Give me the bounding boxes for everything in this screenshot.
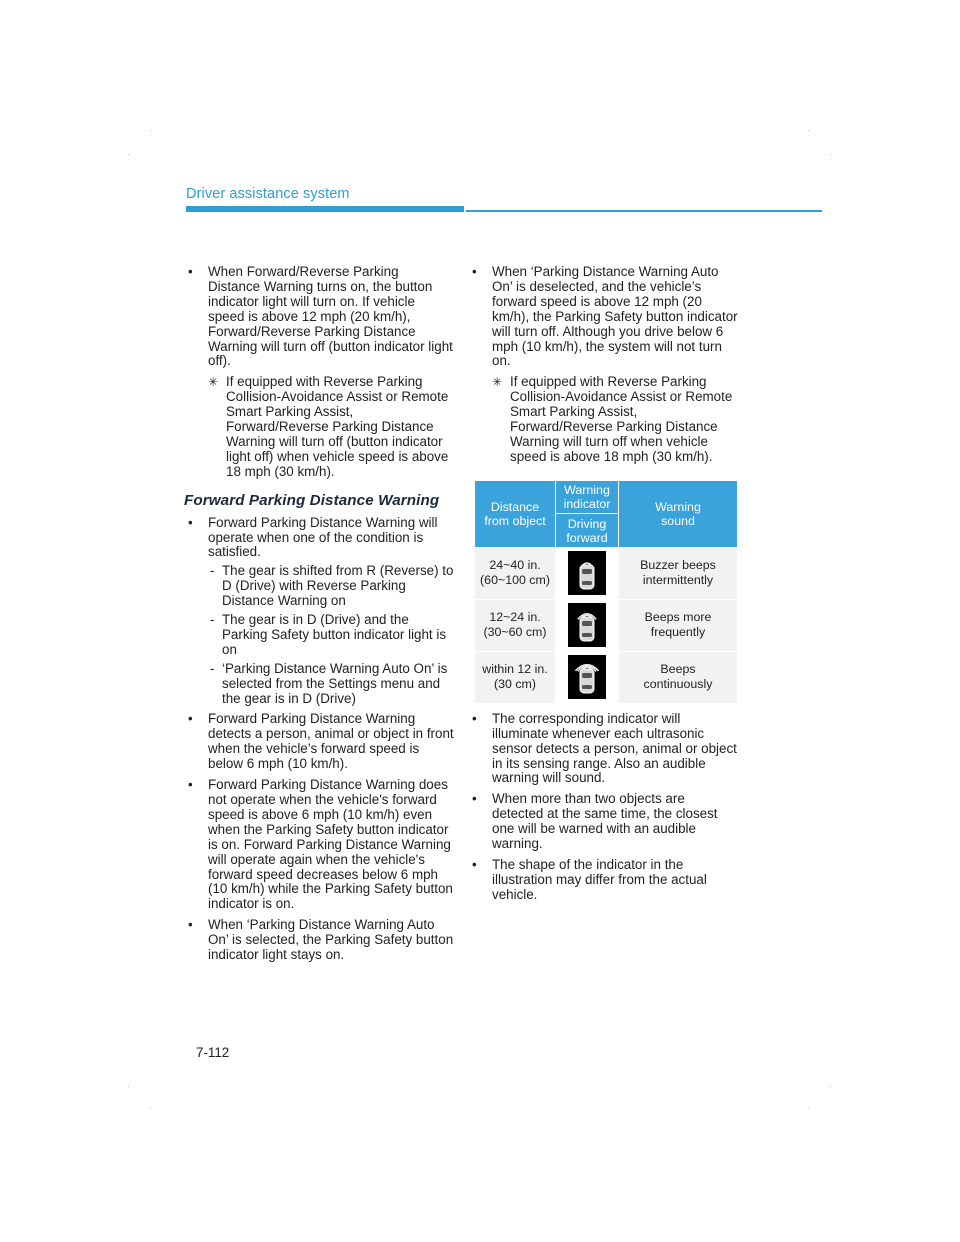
bullet-icon: • <box>472 791 477 807</box>
sound-cell: Beeps continuously <box>619 651 738 703</box>
bullet-icon: • <box>472 264 477 279</box>
bullet-item <box>470 858 738 903</box>
header-sub-line: forward <box>566 530 608 545</box>
car-sensor-icon <box>568 551 606 595</box>
header-sound-line: Warning <box>655 499 701 514</box>
bullet-item <box>470 792 738 852</box>
header-driving-forward <box>556 514 619 548</box>
sub-item-text: The gear is shifted from R (Reverse) to D (Drive) with Reverse Parking Distance Warning on <box>222 563 454 609</box>
bullet-text: When ‘Parking Distance Warning Auto On’ is deselected, and the vehicle’s forward speed is above 12 mph (20 km/h), the Parking Safety button indicator will turn off. Although you drive below 6 mph (10 km/h), the system will not turn on. <box>492 264 738 369</box>
header-indicator <box>556 480 619 514</box>
bullet-item <box>186 712 454 772</box>
header-distance-line: Distance <box>490 499 540 514</box>
sub-item <box>208 662 454 707</box>
page-number: 7-112 <box>196 1045 230 1060</box>
note-text: If equipped with Reverse Parking Collision-Avoidance Assist or Remote Smart Parking Assist, Forward/Reverse Parking Distance Warning will turn off when vehicle speed is above 18 mph (30 km/h). <box>510 374 733 464</box>
header-distance-line: from object <box>484 513 546 528</box>
bullet-icon: • <box>188 777 193 793</box>
note-text: If equipped with Reverse Parking Collision-Avoidance Assist or Remote Smart Parking Assist, Forward/Reverse Parking Distance Warning will turn off (button indicator light off) when vehicle speed is above 18 mph (30 km/h). <box>226 374 449 479</box>
bullet-item <box>470 712 738 787</box>
table-row <box>475 651 738 703</box>
note-icon: ✳ <box>492 375 503 390</box>
section-title: Driver assistance system <box>186 186 350 202</box>
bullet-icon: • <box>188 264 193 279</box>
note <box>208 375 454 479</box>
bullet-item <box>186 918 454 963</box>
left-column <box>186 265 454 969</box>
bullet-text: When ‘Parking Distance Warning Auto On’ is selected, the Parking Safety button indicator light stays on. <box>208 917 454 963</box>
car-sensor-icon <box>568 603 606 647</box>
bullet-text: When more than two objects are detected at the same time, the closest one will be warned with an audible warning. <box>492 791 718 852</box>
sub-item-text: The gear is in D (Drive) and the Parking Safety button indicator light is on <box>222 612 447 657</box>
header-rule-thick <box>186 206 464 212</box>
bullet-text: When Forward/Reverse Parking Distance Warning turns on, the button indicator light will turn on. If vehicle speed is above 12 mph (20 km/h), Forward/Reverse Parking Distance Warning will turn off (button indicator light off). <box>208 264 453 369</box>
bullet-icon: • <box>472 710 477 726</box>
sound-cell: Buzzer beeps intermittently <box>619 547 738 599</box>
header-sound <box>619 480 738 547</box>
dash-icon: - <box>210 660 215 676</box>
header-indicator-line: indicator <box>563 497 611 512</box>
bullet-item <box>470 265 738 465</box>
table-row <box>475 599 738 651</box>
note-icon: ✳ <box>208 375 219 390</box>
warning-table <box>474 480 738 704</box>
bullet-icon: • <box>188 514 193 530</box>
bullet-icon: • <box>472 856 477 872</box>
sub-item-text: ‘Parking Distance Warning Auto On’ is selected from the Settings menu and the gear is in D (Drive) <box>222 660 448 706</box>
bullet-text: The corresponding indicator will illuminate whenever each ultrasonic sensor detects a person, animal or object in its sensing range. Also an audible warning will sound. <box>492 710 737 786</box>
header-distance <box>475 480 556 547</box>
crop-mark <box>808 1108 809 1109</box>
bullet-item <box>186 265 454 480</box>
indicator-cell <box>556 651 619 703</box>
dash-icon: - <box>210 563 215 579</box>
header-sound-line: sound <box>661 513 695 528</box>
dash-icon: - <box>210 612 215 628</box>
header-sub-line: Driving <box>567 516 607 531</box>
sound-cell: Beeps more frequently <box>619 599 738 651</box>
crop-mark <box>830 1086 831 1087</box>
header-indicator-line: Warning <box>564 483 610 498</box>
bullet-icon: • <box>188 711 193 727</box>
indicator-cell <box>556 599 619 651</box>
indicator-cell <box>556 547 619 599</box>
bullet-item <box>186 516 454 707</box>
sub-item <box>208 613 454 658</box>
distance-cell: 12~24 in. (30~60 cm) <box>475 599 556 651</box>
distance-cell: within 12 in. (30 cm) <box>475 651 556 703</box>
header-rule-thin <box>466 210 822 212</box>
table-row <box>475 547 738 599</box>
crop-mark <box>808 130 809 131</box>
bullet-text: The shape of the indicator in the illustration may differ from the actual vehicle. <box>492 856 707 902</box>
bullet-text: Forward Parking Distance Warning detects a person, animal or object in front when the vehicle’s forward speed is below 6 mph (10 km/h). <box>208 711 454 772</box>
crop-mark <box>150 130 151 131</box>
bullet-item <box>186 778 454 912</box>
car-sensor-icon <box>568 655 606 699</box>
bullet-text: Forward Parking Distance Warning does not operate when the vehicle's forward speed is above 6 mph (10 km/h) even when the Parking Safety button indicator is on. Forward Parking Distance Warning will operate again when the vehicle's forward speed decreases below 6 mph (10 km/h) while the Parking Safety button indicator is on. <box>208 777 453 912</box>
bullet-text: Forward Parking Distance Warning will operate when one of the condition is satisfied. <box>208 514 438 560</box>
sub-item <box>208 564 454 609</box>
right-column <box>470 265 738 909</box>
bullet-icon: • <box>188 917 193 933</box>
note <box>492 375 738 464</box>
distance-cell: 24~40 in. (60~100 cm) <box>475 547 556 599</box>
crop-mark <box>150 1108 151 1109</box>
crop-mark <box>830 154 831 155</box>
crop-mark <box>128 1086 129 1087</box>
crop-mark <box>128 154 129 155</box>
section-heading: Forward Parking Distance Warning <box>184 491 440 509</box>
